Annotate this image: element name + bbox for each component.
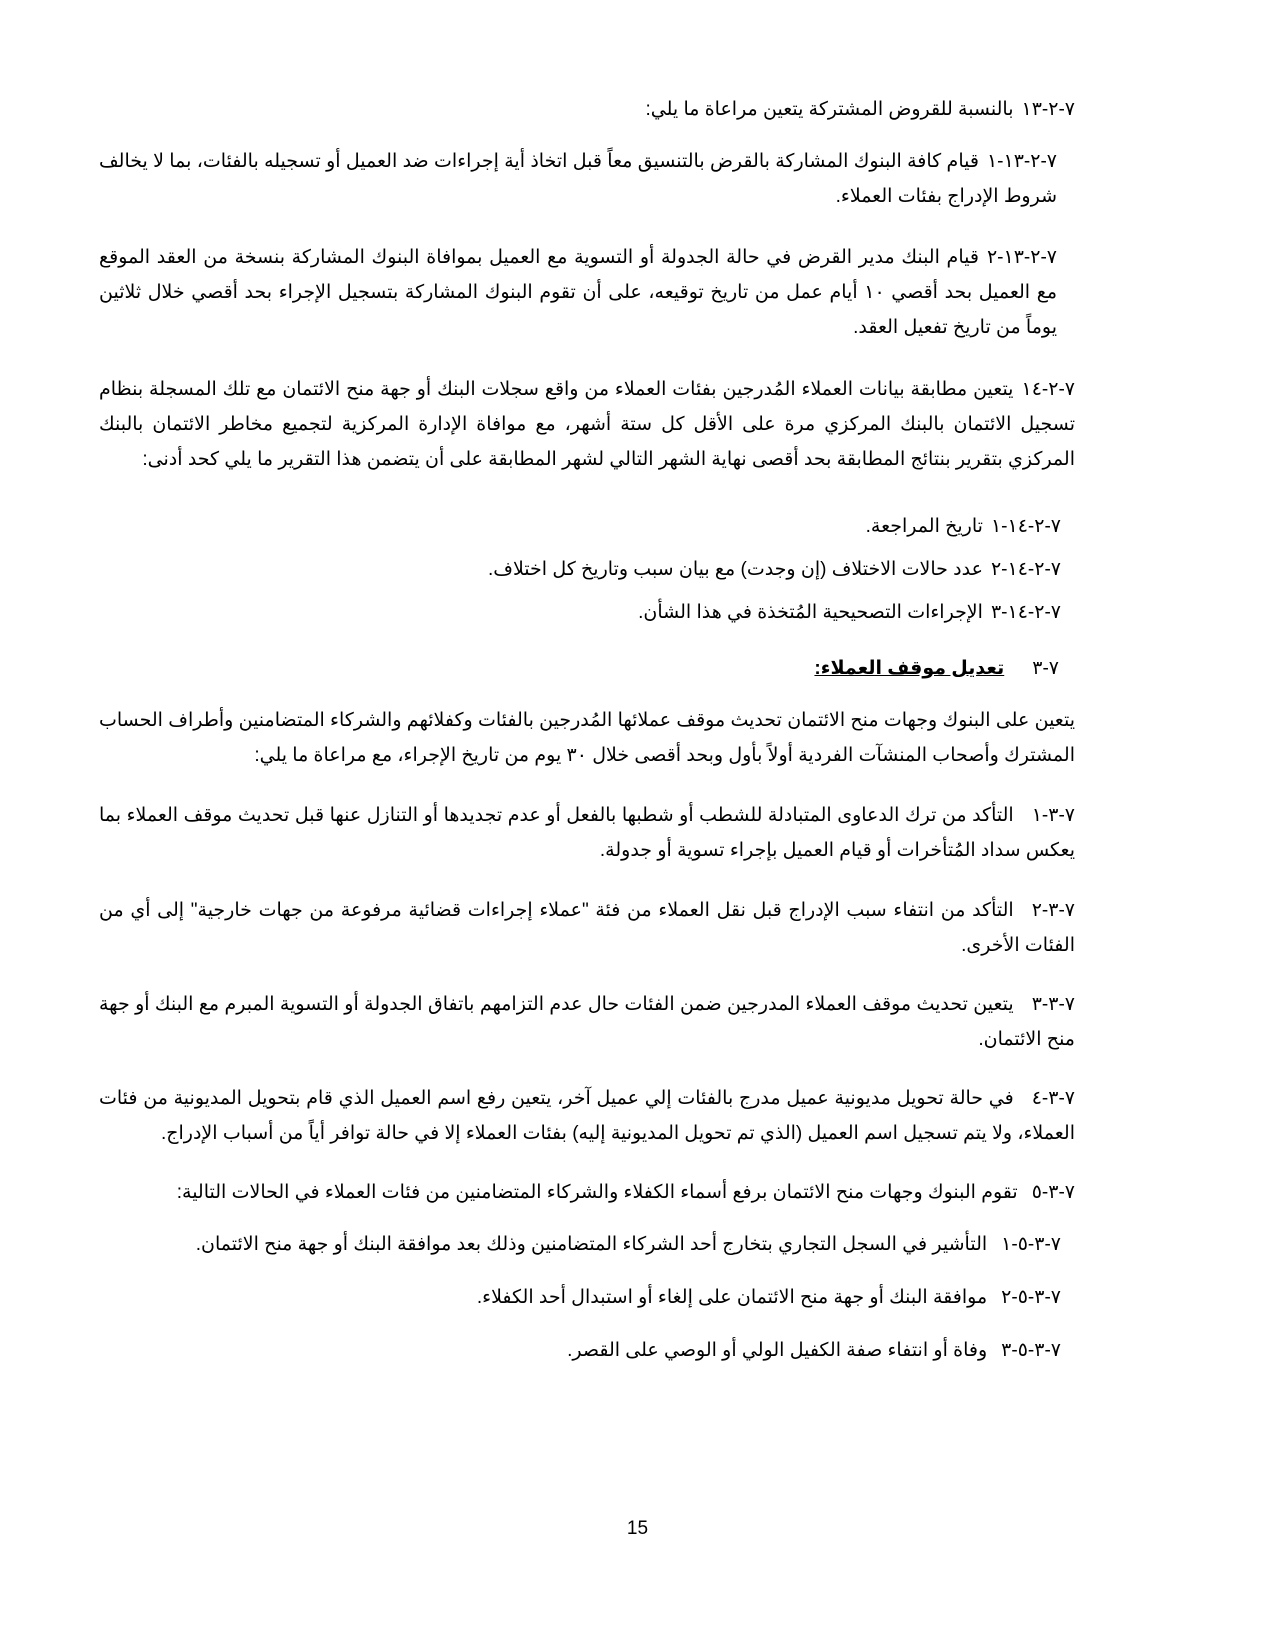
clause-7-3-5 bbox=[115, 1175, 1075, 1210]
clause-number: ٧-٣-٥ bbox=[1031, 1182, 1075, 1203]
clause-text: يتعين مطابقة بيانات العملاء المُدرجين بفئات العملاء من واقع سجلات البنك أو جهة منح الائتمان مع تلك المسجلة بنظام تسجيل الائتمان بالبنك المركزي مرة على الأقل كل ستة أشهر، مع موافاة الإدارة المركزية لتجميع مخاطر الائتمان بالبنك المركزي بتقرير بنتائج المطابقة بحد أقصى نهاية الشهر التالي لشهر المطابقة على أن يتضمن هذا التقرير ما يلي كحد أدنى: bbox=[99, 379, 1075, 470]
clause-number: ٧-٣-١ bbox=[1031, 805, 1075, 826]
clause-text: تقوم البنوك وجهات منح الائتمان برفع أسماء الكفلاء والشركاء المتضامنين من فئات العملاء في الحالات التالية: bbox=[176, 1182, 1018, 1203]
clause-text: قيام البنك مدير القرض في حالة الجدولة أو التسوية مع العميل بموافاة البنوك المشاركة بنسخة من العقد الموقع مع العميل بحد أقصي ١٠ أيام عمل من تاريخ توقيعه، على أن تقوم البنوك المشاركة بتسجيل الإجراء بحد أقصي خلال ثلاثين يوماً من تاريخ تفعيل العقد. bbox=[99, 247, 1057, 338]
clause-number: ٧-٣-٥-٢ bbox=[1001, 1287, 1061, 1308]
clause-7-2-14-2 bbox=[361, 552, 1061, 587]
page-number: 15 bbox=[626, 1518, 649, 1539]
clause-text: عدد حالات الاختلاف (إن وجدت) مع بيان سبب وتاريخ كل اختلاف. bbox=[487, 559, 983, 580]
clause-7-2-14-1 bbox=[361, 509, 1061, 544]
clause-7-2-14-3 bbox=[361, 595, 1061, 630]
clause-7-2-13-2 bbox=[99, 240, 1057, 345]
clause-text: تاريخ المراجعة. bbox=[865, 516, 983, 537]
clause-number: ٧-٣-٥-١ bbox=[1001, 1234, 1061, 1255]
clause-text: قيام كافة البنوك المشاركة بالقرض بالتنسيق معاً قبل اتخاذ أية إجراءات ضد العميل أو تسجيله بالفئات، بما لا يخالف شروط الإدراج بفئات العملاء. bbox=[99, 151, 1057, 207]
clause-7-3-4 bbox=[99, 1081, 1075, 1151]
clause-number: ٧-٣-٢ bbox=[1031, 900, 1075, 921]
section-7-3-intro bbox=[99, 703, 1075, 773]
clause-7-3-5-1 bbox=[101, 1227, 1061, 1262]
clause-number: ٧-٣-٥-٣ bbox=[1001, 1340, 1061, 1361]
clause-number: ٧-٣-٣ bbox=[1031, 994, 1075, 1015]
clause-text: الإجراءات التصحيحية المُتخذة في هذا الشأن. bbox=[638, 602, 983, 623]
clause-text: موافقة البنك أو جهة منح الائتمان على إلغاء أو استبدال أحد الكفلاء. bbox=[476, 1287, 988, 1308]
clause-number: ٧-٢-١٤ bbox=[1021, 379, 1075, 400]
clause-number: ٧-٢-١٤-٣ bbox=[990, 602, 1061, 623]
clause-7-3-5-2 bbox=[161, 1280, 1061, 1315]
clause-text: التأكد من ترك الدعاوى المتبادلة للشطب أو شطبها بالفعل أو عدم تجديدها أو التنازل عنها قبل تحديث موقف العملاء بما يعكس سداد المُتأخرات أو قيام العميل بإجراء تسوية أو جدولة. bbox=[99, 805, 1075, 861]
clause-7-3-3 bbox=[99, 987, 1075, 1057]
clause-number: ٧-٢-١٣-٢ bbox=[986, 247, 1057, 268]
clause-7-2-13 bbox=[275, 92, 1075, 127]
clause-7-3-5-3 bbox=[161, 1333, 1061, 1368]
clause-number: ٧-٢-١٣ bbox=[1021, 99, 1075, 120]
clause-number: ٧-٢-١٤-٢ bbox=[990, 559, 1061, 580]
clause-number: ٧-٣-٤ bbox=[1031, 1088, 1075, 1109]
clause-number: ٧-٢-١٤-١ bbox=[990, 516, 1061, 537]
clause-text: وفاة أو انتفاء صفة الكفيل الولي أو الوصي على القصر. bbox=[567, 1340, 988, 1361]
section-7-3-heading bbox=[459, 651, 1059, 686]
clause-number: ٧-٢-١٣-١ bbox=[986, 151, 1057, 172]
clause-7-2-13-1 bbox=[99, 144, 1057, 214]
clause-text: التأكد من انتفاء سبب الإدراج قبل نقل العملاء من فئة "عملاء إجراءات قضائية مرفوعة من جهات خارجية" إلى أي من الفئات الأخرى. bbox=[99, 900, 1075, 956]
clause-text: في حالة تحويل مديونية عميل مدرج بالفئات إلي عميل آخر، يتعين رفع اسم العميل الذي قام بتحويل المديونية من فئات العملاء، ولا يتم تسجيل اسم العميل (الذي تم تحويل المديونية إليه) بفئات العملاء إلا في حالة توافر أياً من أسباب الإدراج. bbox=[99, 1088, 1075, 1144]
clause-text: بالنسبة للقروض المشتركة يتعين مراعاة ما يلي: bbox=[645, 99, 1014, 120]
clause-text: يتعين تحديث موقف العملاء المدرجين ضمن الفئات حال عدم التزامهم باتفاق الجدولة أو التسوية المبرم مع البنك أو جهة منح الائتمان. bbox=[99, 994, 1075, 1050]
paragraph-text: يتعين على البنوك وجهات منح الائتمان تحديث موقف عملائها المُدرجين بالفئات وكفلائهم والشركاء المتضامنين وأطراف الحساب المشترك وأصحاب المنشآت الفردية أولاً بأول وبحد أقصى خلال ٣٠ يوم من تاريخ الإجراء، مع مراعاة ما يلي: bbox=[99, 710, 1075, 766]
section-number: ٧-٣ bbox=[1032, 658, 1059, 679]
clause-text: التأشير في السجل التجاري بتخارج أحد الشركاء المتضامنين وذلك بعد موافقة البنك أو جهة منح الائتمان. bbox=[195, 1234, 988, 1255]
section-title: تعديل موقف العملاء: bbox=[814, 658, 1005, 679]
clause-7-3-2 bbox=[99, 893, 1075, 963]
clause-7-2-14 bbox=[99, 372, 1075, 477]
clause-7-3-1 bbox=[99, 798, 1075, 868]
